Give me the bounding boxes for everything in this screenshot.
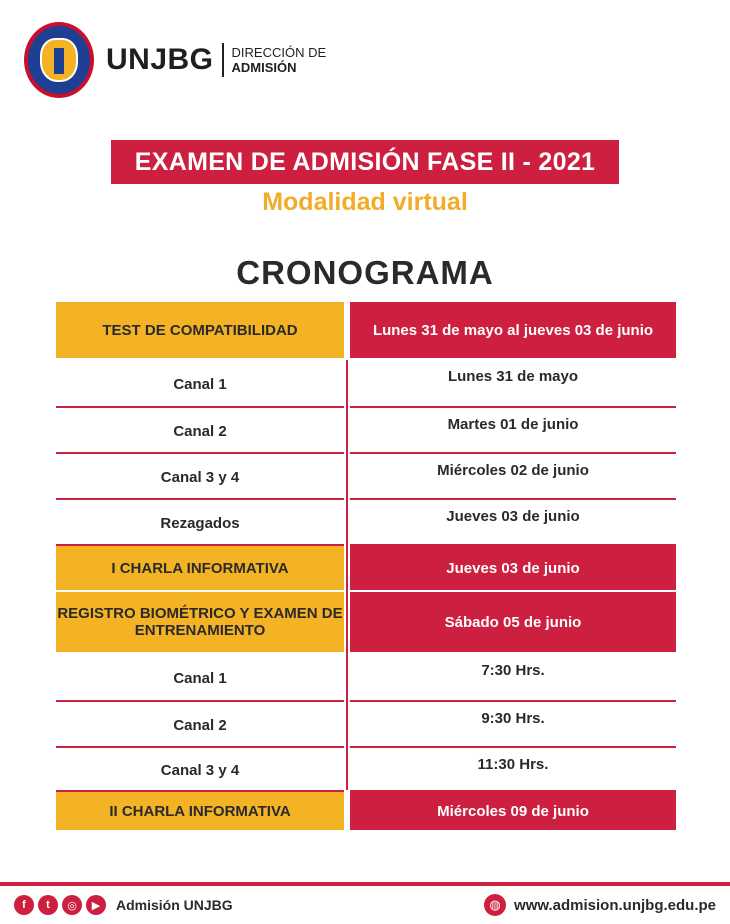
social-links: [14, 895, 233, 915]
schedule-date: Sábado 05 de junio: [350, 592, 676, 652]
page-subtitle: Modalidad virtual: [262, 188, 468, 216]
schedule-date: Jueves 03 de junio: [350, 546, 676, 590]
schedule-table: [56, 302, 676, 832]
schedule-date: Miércoles 09 de junio: [350, 792, 676, 830]
schedule-activity: Canal 3 y 4: [160, 761, 240, 779]
unjbg-logo: [24, 20, 326, 100]
schedule-row: [56, 408, 676, 454]
instagram-icon[interactable]: ◎: [62, 895, 82, 915]
brand-subtitle-line2: ADMISIÓN: [231, 60, 297, 75]
schedule-date: Lunes 31 de mayo al jueves 03 de junio: [350, 302, 676, 358]
schedule-date: 7:30 Hrs.: [481, 662, 545, 679]
website-label[interactable]: www.admision.unjbg.edu.pe: [514, 896, 716, 914]
schedule-date: Lunes 31 de mayo: [447, 368, 579, 385]
schedule-date: 11:30 Hrs.: [477, 756, 549, 773]
schedule-row: [56, 454, 676, 500]
schedule-activity: Canal 1: [173, 375, 227, 393]
youtube-icon[interactable]: ▶: [86, 895, 106, 915]
brand-subtitle-line1: DIRECCIÓN DE: [231, 45, 327, 60]
schedule-heading: CRONOGRAMA: [236, 254, 494, 291]
schedule-activity: Canal 3 y 4: [160, 468, 240, 486]
globe-icon: ◍: [484, 894, 506, 916]
schedule-row: [56, 748, 676, 792]
social-label: Admisión UNJBG: [116, 897, 233, 913]
brand-divider: [222, 43, 224, 77]
schedule-activity: Canal 2: [173, 422, 227, 440]
website-link[interactable]: [484, 894, 716, 916]
schedule-row: [56, 500, 676, 546]
schedule-row: [56, 592, 676, 654]
university-seal-icon: [24, 22, 94, 98]
schedule-date: 9:30 Hrs.: [481, 710, 545, 727]
schedule-date: Jueves 03 de junio: [446, 508, 580, 525]
schedule-date: Miércoles 02 de junio: [437, 462, 589, 479]
schedule-activity: Canal 1: [173, 669, 227, 687]
schedule-activity: TEST DE COMPATIBILIDAD: [56, 302, 344, 358]
twitter-icon[interactable]: t: [38, 895, 58, 915]
title-banner: [111, 140, 619, 184]
schedule-row: [56, 792, 676, 832]
schedule-row: [56, 360, 676, 408]
schedule-date: Martes 01 de junio: [447, 416, 579, 433]
schedule-activity: Rezagados: [160, 514, 240, 532]
footer: [0, 886, 730, 924]
brand-subtitle: [232, 45, 327, 75]
page-title: EXAMEN DE ADMISIÓN FASE II - 2021: [134, 147, 596, 176]
schedule-row: [56, 702, 676, 748]
schedule-activity: II CHARLA INFORMATIVA: [56, 792, 344, 830]
schedule-row: [56, 302, 676, 360]
brand-name: UNJBG: [106, 43, 214, 76]
schedule-activity: Canal 2: [173, 716, 227, 734]
schedule-row: [56, 654, 676, 702]
schedule-activity: I CHARLA INFORMATIVA: [56, 546, 344, 590]
schedule-row: [56, 546, 676, 592]
facebook-icon[interactable]: f: [14, 895, 34, 915]
schedule-activity: REGISTRO BIOMÉTRICO Y EXAMEN DE ENTRENAMIENTO: [56, 592, 344, 652]
